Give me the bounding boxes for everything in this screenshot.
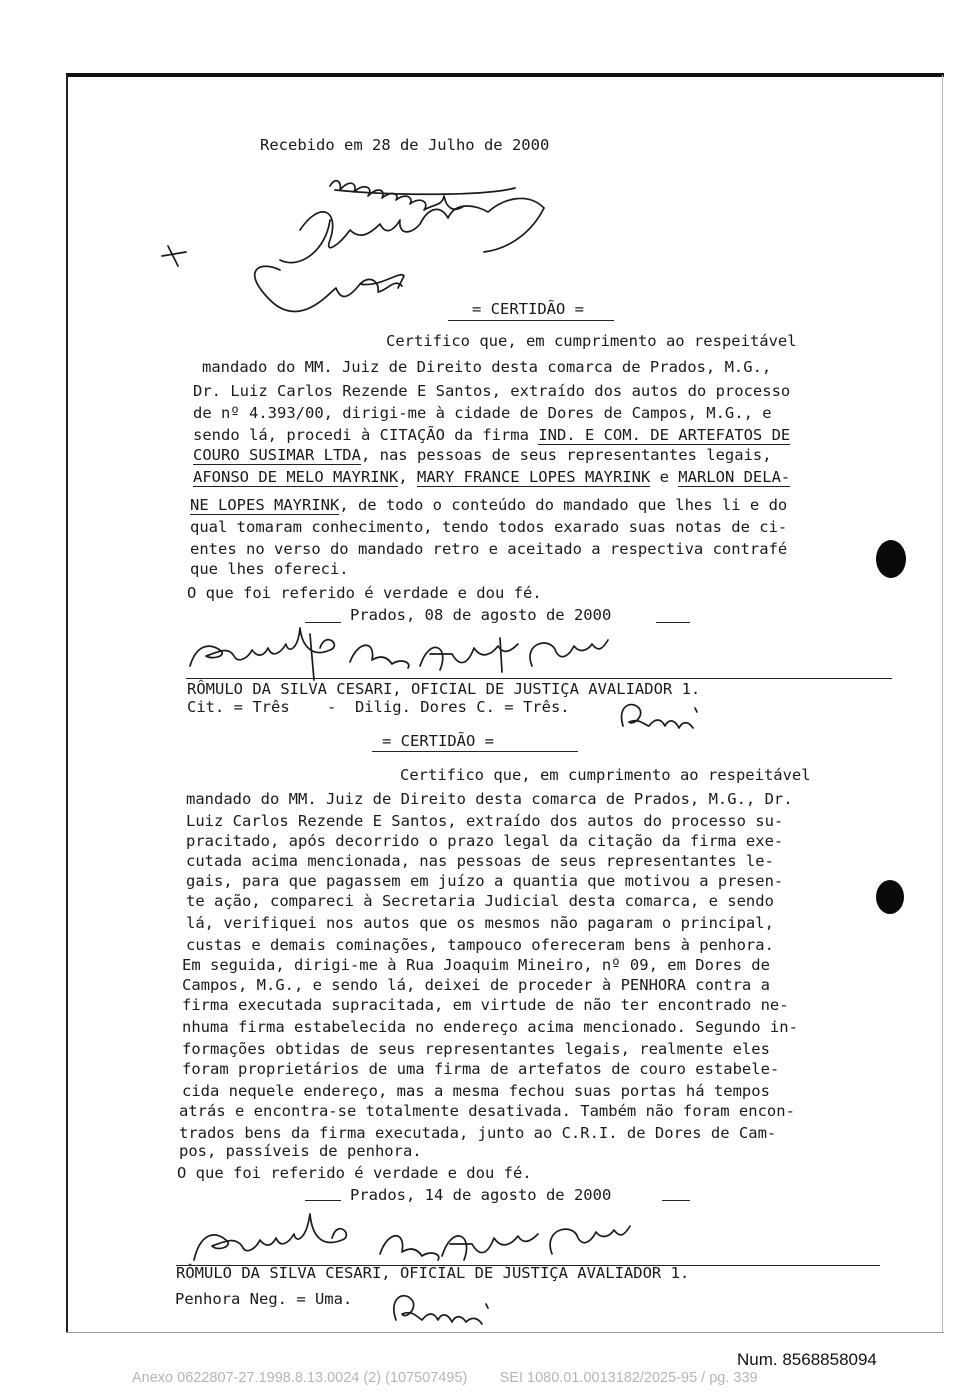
- representative-2: MARY FRANCE LOPES MAYRINK: [416, 468, 651, 486]
- top-border: [66, 73, 944, 77]
- cert2-line: custas e demais cominações, tampouco ofereceram bens à penhora.: [186, 936, 774, 954]
- cert2-line: gais, para que pagassem em juízo a quantia que motivou a presen-: [186, 872, 784, 890]
- representative-3: MARLON DELA-: [678, 468, 791, 486]
- certidao-1-title: = CERTIDÃO =: [472, 300, 584, 318]
- cert1-line: Certifico que, em cumprimento ao respeitável: [386, 332, 797, 350]
- cert2-line: cutada acima mencionada, nas pessoas de seus representantes le-: [186, 852, 774, 870]
- officer-2-initials: [388, 1290, 508, 1326]
- signature-1-rule: [186, 678, 892, 679]
- document-reference: Anexo 0622807-27.1998.8.13.0024 (2) (107507495) SEI 1080.01.0013182/2025-95 / pg. 339: [132, 1370, 758, 1386]
- cert2-line: nhuma firma estabelecida no endereço acima mencionado. Segundo in-: [182, 1018, 798, 1036]
- ink-blot: [876, 540, 906, 578]
- bottom-border: [66, 1332, 944, 1333]
- cert1-line: de nº 4.393/00, dirigi-me à cidade de Dores de Campos, M.G., e: [193, 404, 772, 422]
- cert2-line: foram proprietários de uma firma de artefatos de couro estabele-: [182, 1060, 780, 1078]
- cert2-line: pos, passíveis de penhora.: [179, 1142, 422, 1160]
- cert1-line: NE LOPES MAYRINK, de todo o conteúdo do mandado que lhes li e do: [190, 496, 788, 514]
- officer-1-initials: [615, 700, 715, 734]
- certidao-1-title-rule: [448, 320, 614, 321]
- cert1-line: qual tomaram conhecimento, tendo todos exarado suas notas de ci-: [190, 518, 788, 536]
- penhora-line: Penhora Neg. = Uma.: [175, 1290, 353, 1308]
- cert2-line: firma executada supracitada, em virtude de não ter encontrado ne-: [182, 996, 789, 1014]
- cert2-line: pracitado, após decorrido o prazo legal da citação da firma exe-: [186, 832, 784, 850]
- fees-line: Cit. = Três - Dilig. Dores C. = Três.: [187, 698, 570, 716]
- cert2-line: O que foi referido é verdade e dou fé.: [177, 1164, 532, 1182]
- cert1-line: COURO SUSIMAR LTDA, nas pessoas de seus representantes legais,: [193, 446, 772, 464]
- firm-name-cont: COURO SUSIMAR LTDA: [193, 446, 361, 464]
- cert2-line: trados bens da firma executada, junto ao C.R.I. de Dores de Cam-: [179, 1124, 777, 1142]
- cert2-line: Certifico que, em cumprimento ao respeitável: [400, 766, 811, 784]
- certidao-2-date: Prados, 14 de agosto de 2000: [350, 1186, 612, 1204]
- cert1-line: AFONSO DE MELO MAYRINK, MARY FRANCE LOPES MAYRINK e MARLON DELA-: [193, 468, 791, 486]
- cert2-line: formações obtidas de seus representantes legais, realmente eles: [182, 1040, 770, 1058]
- date-rule-left: [305, 1200, 341, 1201]
- cert1-line: sendo lá, procedi à CITAÇÃO da firma IND. E COM. DE ARTEFATOS DE: [193, 426, 791, 444]
- cert1-line: que lhes ofereci.: [190, 560, 349, 578]
- date-rule-right: [656, 622, 690, 623]
- ink-blot: [876, 880, 904, 914]
- representative-3-cont: NE LOPES MAYRINK: [190, 496, 340, 514]
- cert2-line: cida nequele endereço, mas a mesma fechou suas portas há tempos: [182, 1082, 770, 1100]
- cert2-line: Campos, M.G., e sendo lá, deixei de proceder à PENHORA contra a: [182, 976, 770, 994]
- cert2-line: lá, verifiquei nos autos que os mesmos não pagaram o principal,: [186, 914, 774, 932]
- cert2-line: mandado do MM. Juiz de Direito desta comarca de Prados, M.G., Dr.: [186, 790, 793, 808]
- document-number: Num. 8568858094: [737, 1350, 877, 1369]
- officer-1-signature: [180, 630, 640, 682]
- cert2-line: Luiz Carlos Rezende E Santos, extraído dos autos do processo su-: [186, 812, 784, 830]
- officer-2-name: RÔMULO DA SILVA CESARI, OFICIAL DE JUSTIÇA AVALIADOR 1.: [176, 1264, 690, 1282]
- representative-1: AFONSO DE MELO MAYRINK: [193, 468, 399, 486]
- right-border: [942, 75, 943, 1333]
- cert2-line: te ação, compareci à Secretaria Judicial desta comarca, e sendo: [186, 892, 774, 910]
- received-line: Recebido em 28 de Julho de 2000: [260, 136, 550, 154]
- date-rule-left: [305, 622, 341, 623]
- cert1-line: entes no verso do mandado retro e aceitado a respectiva contrafé: [190, 540, 788, 558]
- officer-1-name: RÔMULO DA SILVA CESARI, OFICIAL DE JUSTIÇA AVALIADOR 1.: [187, 680, 701, 698]
- certidao-2-title: = CERTIDÃO =: [382, 732, 494, 750]
- cert1-line: Dr. Luiz Carlos Rezende E Santos, extraído dos autos do processo: [193, 382, 791, 400]
- cert2-line: atrás e encontra-se totalmente desativada. Também não foram encon-: [179, 1102, 795, 1120]
- cert1-line: O que foi referido é verdade e dou fé.: [187, 584, 542, 602]
- certidao-1-date: Prados, 08 de agosto de 2000: [350, 606, 612, 624]
- firm-name: IND. E COM. DE ARTEFATOS DE: [538, 426, 791, 444]
- certidao-2-title-rule: [372, 751, 578, 752]
- left-border: [66, 75, 68, 1333]
- date-rule-right: [662, 1200, 690, 1201]
- cert1-line: mandado do MM. Juiz de Direito desta comarca de Prados, M.G.,: [202, 358, 772, 376]
- cert2-line: Em seguida, dirigi-me à Rua Joaquim Mineiro, nº 09, em Dores de: [182, 956, 770, 974]
